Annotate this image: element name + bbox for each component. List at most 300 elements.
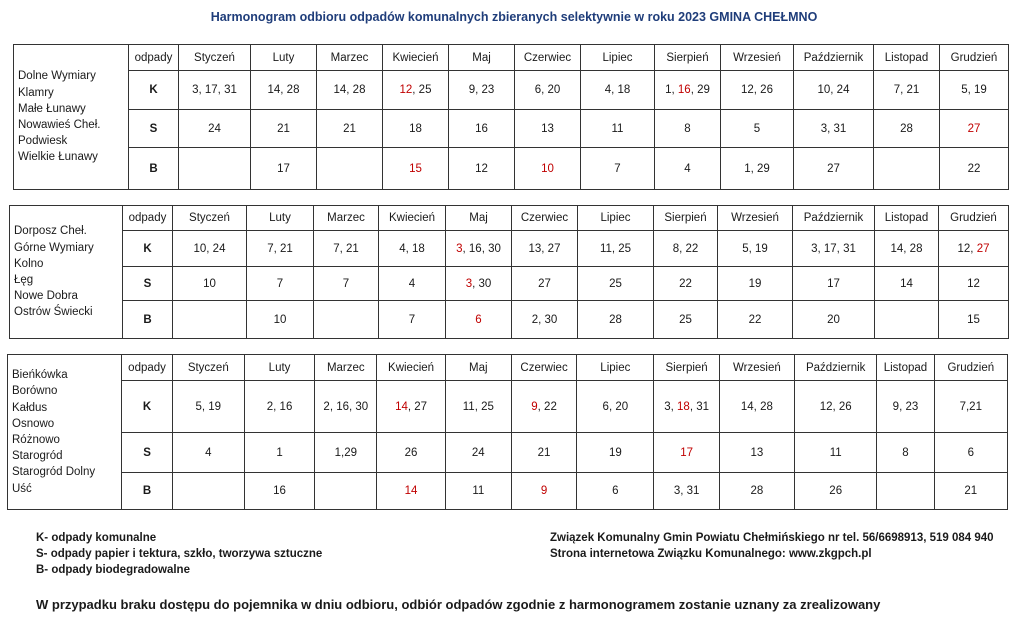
village-name: Różnowo <box>12 434 60 446</box>
pickup-date: 3, 17, 31 <box>192 84 237 96</box>
pickup-dates-cell <box>247 231 314 267</box>
pickup-date: 11, 25 <box>462 400 494 413</box>
pickup-dates-cell <box>317 110 383 148</box>
pickup-date: 5 <box>753 122 761 135</box>
waste-type-code: B <box>129 148 179 190</box>
pickup-date: 14, 28 <box>267 84 300 96</box>
pickup-dates-cell <box>581 148 655 190</box>
pickup-dates-cell <box>940 148 1009 190</box>
pickup-dates-cell <box>383 71 449 110</box>
pickup-date: 5, 19 <box>742 242 768 255</box>
pickup-dates-cell <box>449 110 515 148</box>
column-header-month: Grudzień <box>934 355 1007 381</box>
pickup-date: 25 <box>609 277 622 290</box>
pickup-date: 5, 19 <box>195 400 222 413</box>
column-header-month: Styczeń <box>179 45 251 71</box>
pickup-dates-cell <box>244 381 314 433</box>
pickup-dates-cell <box>718 231 793 267</box>
pickup-dates-cell <box>247 301 314 339</box>
pickup-dates-cell <box>654 301 718 339</box>
pickup-date: , 30 <box>472 277 492 290</box>
pickup-date: 4 <box>684 162 691 175</box>
pickup-dates-cell <box>719 473 794 510</box>
village-name: Osnowo <box>12 417 55 430</box>
pickup-dates-cell <box>314 267 379 301</box>
changed-date: 18 <box>677 400 690 413</box>
pickup-dates-cell <box>654 267 718 301</box>
pickup-date: 28 <box>609 313 622 326</box>
pickup-dates-cell <box>379 231 446 267</box>
pickup-date: 3, <box>664 400 678 413</box>
pickup-date: 17 <box>277 162 290 175</box>
pickup-date: 10 <box>203 277 216 290</box>
pickup-date: 4 <box>408 277 416 290</box>
pickup-dates-cell <box>511 433 576 473</box>
waste-type-code: S <box>122 433 172 473</box>
table-row <box>8 473 1008 510</box>
pickup-date: 28 <box>900 122 913 135</box>
changed-date: 10 <box>541 162 554 175</box>
column-header-month: Maj <box>449 45 515 71</box>
column-header-month: Czerwiec <box>512 206 578 231</box>
pickup-dates-cell <box>939 231 1009 267</box>
pickup-dates-cell <box>383 148 449 190</box>
pickup-date: 11 <box>611 122 624 135</box>
pickup-dates-cell <box>179 110 251 148</box>
pickup-date: 13 <box>541 122 554 135</box>
waste-type-code: S <box>123 267 173 301</box>
column-header-month: Czerwiec <box>515 45 581 71</box>
pickup-dates-cell <box>379 301 446 339</box>
pickup-dates-cell <box>377 473 445 510</box>
village-name: Ostrów Świecki <box>14 306 93 319</box>
pickup-dates-cell <box>317 148 383 190</box>
pickup-date: 12, 26 <box>741 84 773 96</box>
pickup-date: 14, 28 <box>890 242 923 255</box>
pickup-dates-cell <box>875 267 939 301</box>
pickup-dates-cell <box>172 381 244 433</box>
pickup-dates-cell <box>172 433 244 473</box>
changed-date: 14 <box>404 485 418 497</box>
waste-type-code: K <box>122 381 172 433</box>
pickup-dates-cell <box>515 148 581 190</box>
pickup-dates-cell <box>179 71 251 110</box>
pickup-date: 8 <box>902 446 909 459</box>
pickup-dates-cell <box>794 71 874 110</box>
changed-date: 9 <box>531 400 538 413</box>
pickup-date: 3, 31 <box>673 485 700 497</box>
column-header-month: Październik <box>794 45 874 71</box>
pickup-dates-cell <box>512 231 578 267</box>
pickup-date: 26 <box>829 485 843 497</box>
column-header-waste-type: odpady <box>129 45 179 71</box>
pickup-date: 4, 18 <box>399 242 425 255</box>
pickup-date: 24 <box>471 446 485 459</box>
pickup-dates-cell <box>719 381 794 433</box>
changed-date: 9 <box>540 485 548 497</box>
pickup-date: 20 <box>827 313 840 326</box>
pickup-dates-cell <box>721 110 794 148</box>
pickup-dates-cell <box>379 267 446 301</box>
pickup-date: 11 <box>472 485 485 497</box>
column-header-month: Wrzesień <box>718 206 793 231</box>
waste-type-code: S <box>129 110 179 148</box>
village-name: Małe Łunawy <box>18 102 86 115</box>
pickup-date: 2, 30 <box>531 313 558 326</box>
pickup-date: 21 <box>343 122 356 135</box>
pickup-dates-cell <box>173 301 247 339</box>
pickup-dates-cell <box>940 71 1009 110</box>
pickup-date: 16 <box>475 122 488 135</box>
pickup-date: 25 <box>679 313 692 326</box>
pickup-date: 10, 24 <box>193 242 226 255</box>
table-row <box>10 267 1009 301</box>
changed-date: 6 <box>475 313 482 326</box>
pickup-dates-cell <box>515 71 581 110</box>
village-name: Kolno <box>14 257 44 270</box>
pickup-dates-cell <box>315 381 377 433</box>
changed-date: 17 <box>680 446 693 459</box>
pickup-date: 28 <box>750 485 764 497</box>
pickup-dates-cell <box>179 148 251 190</box>
changed-date: 16 <box>677 84 691 96</box>
pickup-date: 2, 16, 30 <box>323 400 369 413</box>
pickup-dates-cell <box>934 381 1007 433</box>
pickup-dates-cell <box>718 267 793 301</box>
changed-date: 27 <box>976 242 990 255</box>
pickup-dates-cell <box>578 267 654 301</box>
pickup-dates-cell <box>795 433 877 473</box>
pickup-date: 14, 28 <box>740 400 773 413</box>
village-name: Dolne Wymiary <box>18 70 96 83</box>
pickup-dates-cell <box>939 267 1009 301</box>
table-row <box>8 433 1008 473</box>
column-header-month: Październik <box>793 206 875 231</box>
pickup-date: 10, 24 <box>817 84 850 96</box>
pickup-date: 16 <box>273 485 286 497</box>
pickup-date: 4, 18 <box>604 84 631 96</box>
pickup-date: 19 <box>748 277 762 290</box>
schedule-table-group-3 <box>7 354 1008 510</box>
pickup-dates-cell <box>446 231 512 267</box>
village-name: Podwiesk <box>18 135 68 148</box>
pickup-dates-cell <box>655 148 721 190</box>
pickup-dates-cell <box>721 71 794 110</box>
column-header-month: Sierpień <box>654 355 719 381</box>
column-header-waste-type: odpady <box>123 206 173 231</box>
column-header-month: Marzec <box>317 45 383 71</box>
column-header-month: Grudzień <box>940 45 1009 71</box>
pickup-dates-cell <box>793 231 875 267</box>
table-row <box>14 71 1009 110</box>
column-header-waste-type: odpady <box>122 355 172 381</box>
pickup-dates-cell <box>511 381 576 433</box>
column-header-month: Marzec <box>315 355 377 381</box>
pickup-dates-cell <box>511 473 576 510</box>
pickup-dates-cell <box>577 433 654 473</box>
pickup-dates-cell <box>446 267 512 301</box>
pickup-date: 9, 23 <box>468 84 495 96</box>
pickup-dates-cell <box>578 301 654 339</box>
pickup-dates-cell <box>655 110 721 148</box>
pickup-date: 12 <box>475 162 488 175</box>
column-header-month: Luty <box>247 206 314 231</box>
column-header-month: Wrzesień <box>719 355 794 381</box>
pickup-dates-cell <box>172 473 244 510</box>
pickup-dates-cell <box>793 267 875 301</box>
pickup-date: 22 <box>679 277 692 290</box>
pickup-dates-cell <box>173 267 247 301</box>
pickup-dates-cell <box>315 473 377 510</box>
pickup-date: 14, 28 <box>333 84 366 96</box>
pickup-date: , 31 <box>689 400 709 413</box>
pickup-dates-cell <box>877 473 934 510</box>
pickup-date: 13 <box>750 446 764 459</box>
column-header-month: Październik <box>795 355 877 381</box>
pickup-date: 4 <box>205 446 212 459</box>
pickup-dates-cell <box>875 231 939 267</box>
table-row <box>14 148 1009 190</box>
table-row <box>10 231 1009 267</box>
pickup-dates-cell <box>314 301 379 339</box>
pickup-date: 6, 20 <box>534 84 561 96</box>
pickup-date: 12, 26 <box>819 400 852 413</box>
pickup-dates-cell <box>794 110 874 148</box>
column-header-month: Kwiecień <box>379 206 446 231</box>
village-name: Bieńkówka <box>12 369 68 382</box>
pickup-date: 13, 27 <box>528 242 561 255</box>
village-name: Klamry <box>18 86 54 99</box>
pickup-dates-cell <box>718 301 793 339</box>
waste-type-code: B <box>122 473 172 510</box>
pickup-dates-cell <box>654 231 718 267</box>
pickup-date: , 29 <box>690 84 710 96</box>
pickup-dates-cell <box>377 433 445 473</box>
village-name: Starogród Dolny <box>12 466 96 479</box>
pickup-date: 1 <box>276 446 283 459</box>
pickup-date: 9, 23 <box>892 400 919 413</box>
waste-type-code: K <box>123 231 173 267</box>
pickup-date: 10 <box>273 313 287 326</box>
legend-k: K- odpady komunalne <box>36 532 157 544</box>
column-header-month: Maj <box>445 355 511 381</box>
pickup-date: 14 <box>900 277 913 290</box>
village-list <box>14 45 129 190</box>
pickup-date: 7, 21 <box>893 84 920 96</box>
pickup-date: 8, 22 <box>672 242 699 255</box>
column-header-month: Marzec <box>314 206 379 231</box>
waste-type-code: B <box>123 301 173 339</box>
changed-date: 27 <box>967 122 981 135</box>
pickup-dates-cell <box>655 71 721 110</box>
pickup-dates-cell <box>449 71 515 110</box>
pickup-date: 7 <box>276 277 284 290</box>
schedule-table-group-2 <box>9 205 1009 339</box>
pickup-date: 7,21 <box>959 400 982 413</box>
pickup-date: 22 <box>748 313 762 326</box>
pickup-dates-cell <box>793 301 875 339</box>
pickup-date: 11, 25 <box>599 242 632 255</box>
village-list <box>10 206 123 339</box>
pickup-dates-cell <box>939 301 1009 339</box>
village-name: Dorposz Cheł. <box>14 225 87 238</box>
column-header-month: Listopad <box>877 355 934 381</box>
column-header-month: Grudzień <box>939 206 1009 231</box>
changed-date: 14 <box>395 400 408 413</box>
pickup-date: 22 <box>967 162 981 175</box>
village-name: Nowe Dobra <box>14 290 78 303</box>
pickup-dates-cell <box>577 473 654 510</box>
pickup-dates-cell <box>515 110 581 148</box>
pickup-dates-cell <box>377 381 445 433</box>
pickup-date: 27 <box>538 277 551 290</box>
pickup-dates-cell <box>251 71 317 110</box>
legend-s: S- odpady papier i tektura, szkło, tworzywa sztuczne <box>36 548 323 560</box>
pickup-date: 27 <box>827 162 840 175</box>
pickup-date: 12, <box>957 242 977 255</box>
pickup-dates-cell <box>247 267 314 301</box>
village-name: Łęg <box>14 274 34 286</box>
village-name: Uść <box>12 482 32 495</box>
pickup-date: 7, 21 <box>333 242 359 255</box>
pickup-dates-cell <box>654 433 719 473</box>
pickup-dates-cell <box>934 473 1007 510</box>
pickup-dates-cell <box>654 381 719 433</box>
pickup-dates-cell <box>577 381 654 433</box>
pickup-date: 26 <box>404 446 418 459</box>
changed-date: 15 <box>409 162 422 175</box>
table-row <box>14 110 1009 148</box>
column-header-month: Styczeń <box>173 206 247 231</box>
pickup-dates-cell <box>934 433 1007 473</box>
pickup-date: 17 <box>827 277 840 290</box>
village-name: Kałdus <box>12 401 48 414</box>
pickup-date: , 22 <box>537 400 557 413</box>
page-title: Harmonogram odbioru odpadów komunalnych zbieranych selektywnie w roku 2023 GMINA CHEŁMNO <box>210 10 818 24</box>
pickup-date: 1, <box>665 84 678 96</box>
pickup-dates-cell <box>173 231 247 267</box>
changed-date: 3 <box>456 242 463 255</box>
pickup-date: , 16, 30 <box>462 242 501 255</box>
column-header-month: Lipiec <box>581 45 655 71</box>
pickup-date: 15 <box>967 313 980 326</box>
village-list <box>8 355 122 510</box>
schedule-table-group-1 <box>13 44 1009 190</box>
pickup-dates-cell <box>244 473 314 510</box>
column-header-month: Kwiecień <box>383 45 449 71</box>
column-header-month: Wrzesień <box>721 45 794 71</box>
pickup-date: 7 <box>342 277 350 290</box>
collection-notice: W przypadku braku dostępu do pojemnika w dniu odbioru, odbiór odpadów zgodnie z harmonogramem zostanie uznany za zrealizowany <box>36 597 881 612</box>
pickup-date: 7, 21 <box>267 242 293 255</box>
pickup-date: 24 <box>208 122 221 135</box>
village-name: Nowawieś Cheł. <box>18 119 101 131</box>
column-header-month: Sierpień <box>655 45 721 71</box>
pickup-date: 1, 29 <box>744 162 770 175</box>
column-header-month: Styczeń <box>172 355 244 381</box>
pickup-date: 6 <box>612 485 619 497</box>
column-header-month: Czerwiec <box>511 355 576 381</box>
pickup-dates-cell <box>446 301 512 339</box>
legend <box>36 530 322 578</box>
pickup-date: 11 <box>829 446 842 459</box>
pickup-dates-cell <box>875 301 939 339</box>
pickup-date: 6, 20 <box>602 400 629 413</box>
column-header-month: Kwiecień <box>377 355 445 381</box>
column-header-month: Lipiec <box>578 206 654 231</box>
column-header-month: Listopad <box>874 45 940 71</box>
changed-date: 3 <box>465 277 473 290</box>
pickup-date: , 25 <box>412 84 432 96</box>
pickup-dates-cell <box>445 433 511 473</box>
pickup-dates-cell <box>581 71 655 110</box>
village-name: Borówno <box>12 385 58 398</box>
pickup-dates-cell <box>449 148 515 190</box>
pickup-dates-cell <box>795 473 877 510</box>
pickup-date: 3, 31 <box>820 122 847 135</box>
changed-date: 12 <box>399 84 413 96</box>
pickup-date: 6 <box>967 446 974 459</box>
pickup-date: 1,29 <box>334 446 357 459</box>
pickup-dates-cell <box>251 148 317 190</box>
pickup-dates-cell <box>877 381 934 433</box>
pickup-date: 12 <box>967 277 980 290</box>
pickup-dates-cell <box>877 433 934 473</box>
pickup-date: , 27 <box>407 400 428 413</box>
pickup-dates-cell <box>314 231 379 267</box>
contact-website: Strona internetowa Związku Komunalnego: www.zkgpch.pl <box>550 548 872 560</box>
pickup-dates-cell <box>654 473 719 510</box>
column-header-month: Maj <box>446 206 512 231</box>
table-row <box>8 381 1008 433</box>
contact-phone: Związek Komunalny Gmin Powiatu Chełmińskiego nr tel. 56/6698913, 519 084 940 <box>550 532 994 544</box>
column-header-month: Luty <box>251 45 317 71</box>
pickup-date: 21 <box>277 122 290 135</box>
pickup-dates-cell <box>445 473 511 510</box>
pickup-dates-cell <box>874 110 940 148</box>
pickup-date: 5, 19 <box>961 84 987 96</box>
column-header-month: Listopad <box>875 206 939 231</box>
pickup-dates-cell <box>578 231 654 267</box>
village-name: Górne Wymiary <box>14 241 94 254</box>
pickup-dates-cell <box>940 110 1009 148</box>
pickup-date: 7 <box>614 162 621 175</box>
pickup-dates-cell <box>315 433 377 473</box>
pickup-dates-cell <box>512 267 578 301</box>
legend-b: B- odpady biodegradowalne <box>36 564 190 576</box>
pickup-date: 8 <box>684 122 691 135</box>
pickup-dates-cell <box>244 433 314 473</box>
pickup-date: 21 <box>964 485 978 497</box>
pickup-dates-cell <box>445 381 511 433</box>
pickup-date: 21 <box>537 446 551 459</box>
pickup-date: 19 <box>608 446 622 459</box>
village-name: Starogród <box>12 450 63 463</box>
village-name: Wielkie Łunawy <box>18 151 98 164</box>
waste-type-code: K <box>129 71 179 110</box>
pickup-date: 7 <box>408 313 416 326</box>
pickup-dates-cell <box>512 301 578 339</box>
pickup-date: 3, 17, 31 <box>811 242 856 255</box>
column-header-month: Lipiec <box>577 355 654 381</box>
column-header-month: Sierpień <box>654 206 718 231</box>
pickup-dates-cell <box>251 110 317 148</box>
pickup-dates-cell <box>794 148 874 190</box>
contact-info <box>550 530 994 562</box>
table-row <box>10 301 1009 339</box>
pickup-dates-cell <box>383 110 449 148</box>
pickup-date: 2, 16 <box>266 400 293 413</box>
